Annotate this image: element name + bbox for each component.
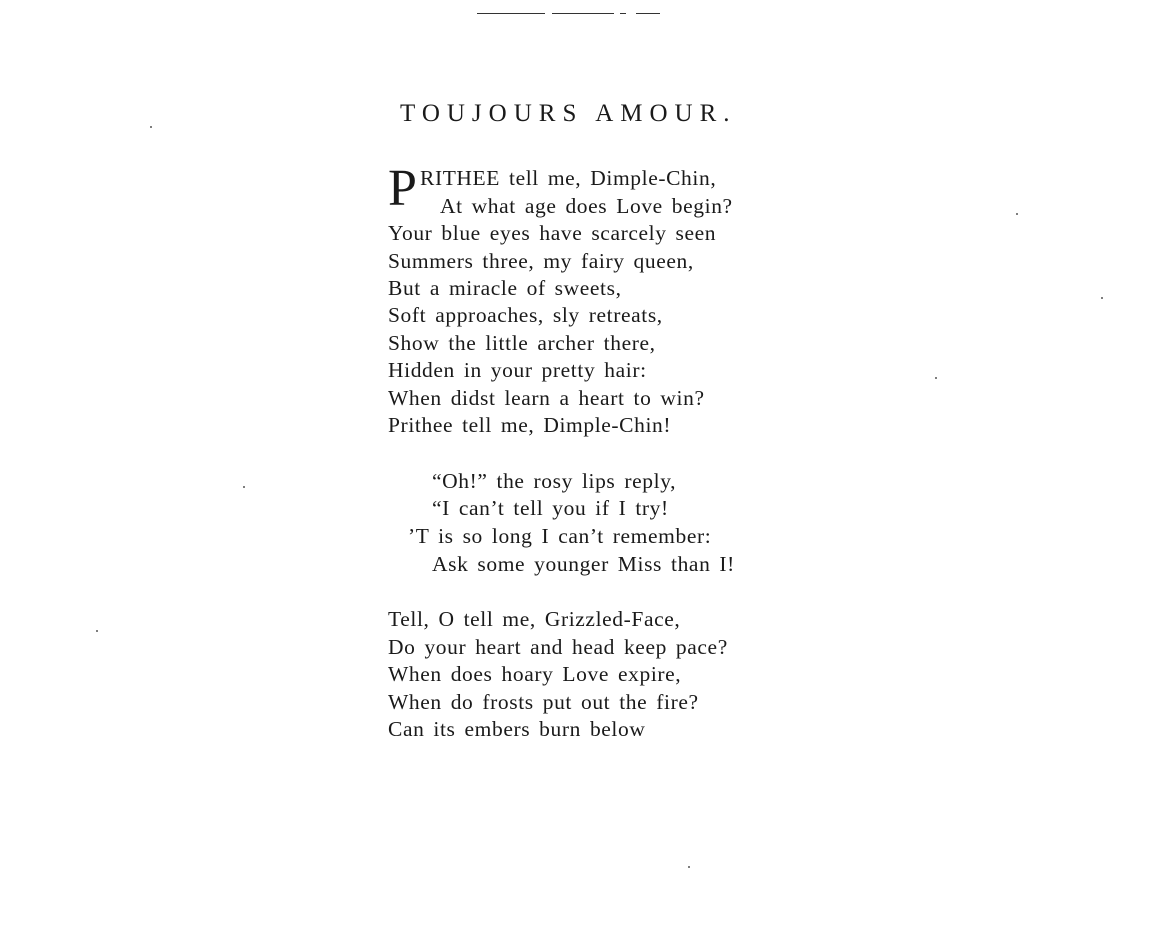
top-rule-3 xyxy=(620,13,626,14)
poem-title: TOUJOURS AMOUR. xyxy=(400,100,737,127)
poem-line: Ask some younger Miss than I! xyxy=(432,552,735,576)
scan-speck xyxy=(1016,213,1018,215)
poem-line: When does hoary Love expire, xyxy=(388,662,682,686)
top-rule-1 xyxy=(477,13,545,14)
poem-line: RITHEE tell me, Dimple-Chin, xyxy=(420,166,717,190)
poem-line: At what age does Love begin? xyxy=(440,194,733,218)
poem-line: Do your heart and head keep pace? xyxy=(388,635,728,659)
top-rule-4 xyxy=(636,13,660,14)
poem-line: Tell, O tell me, Grizzled-Face, xyxy=(388,607,681,631)
poem-line: Your blue eyes have scarcely seen xyxy=(388,221,717,245)
drop-cap: P xyxy=(388,160,417,217)
poem-line: ’T is so long I can’t remember: xyxy=(408,524,712,548)
scan-speck xyxy=(935,377,937,379)
poem-line: Summers three, my fairy queen, xyxy=(388,249,694,273)
poem-line: Hidden in your pretty hair: xyxy=(388,358,647,382)
scan-speck xyxy=(688,866,690,868)
poem-line: Show the little archer there, xyxy=(388,331,656,355)
poem-line: When do frosts put out the fire? xyxy=(388,690,699,714)
scan-speck xyxy=(243,486,245,488)
poem-line: But a miracle of sweets, xyxy=(388,276,622,300)
poem-line: Can its embers burn below xyxy=(388,717,646,741)
poem-line: When didst learn a heart to win? xyxy=(388,386,705,410)
scan-speck xyxy=(150,126,152,128)
top-rule-2 xyxy=(552,13,614,14)
scan-speck xyxy=(1101,297,1103,299)
poem-line: Prithee tell me, Dimple-Chin! xyxy=(388,413,672,437)
scan-speck xyxy=(96,630,98,632)
poem-line: “Oh!” the rosy lips reply, xyxy=(432,469,677,493)
poem-line: “I can’t tell you if I try! xyxy=(432,496,669,520)
poem-line: Soft approaches, sly retreats, xyxy=(388,303,663,327)
